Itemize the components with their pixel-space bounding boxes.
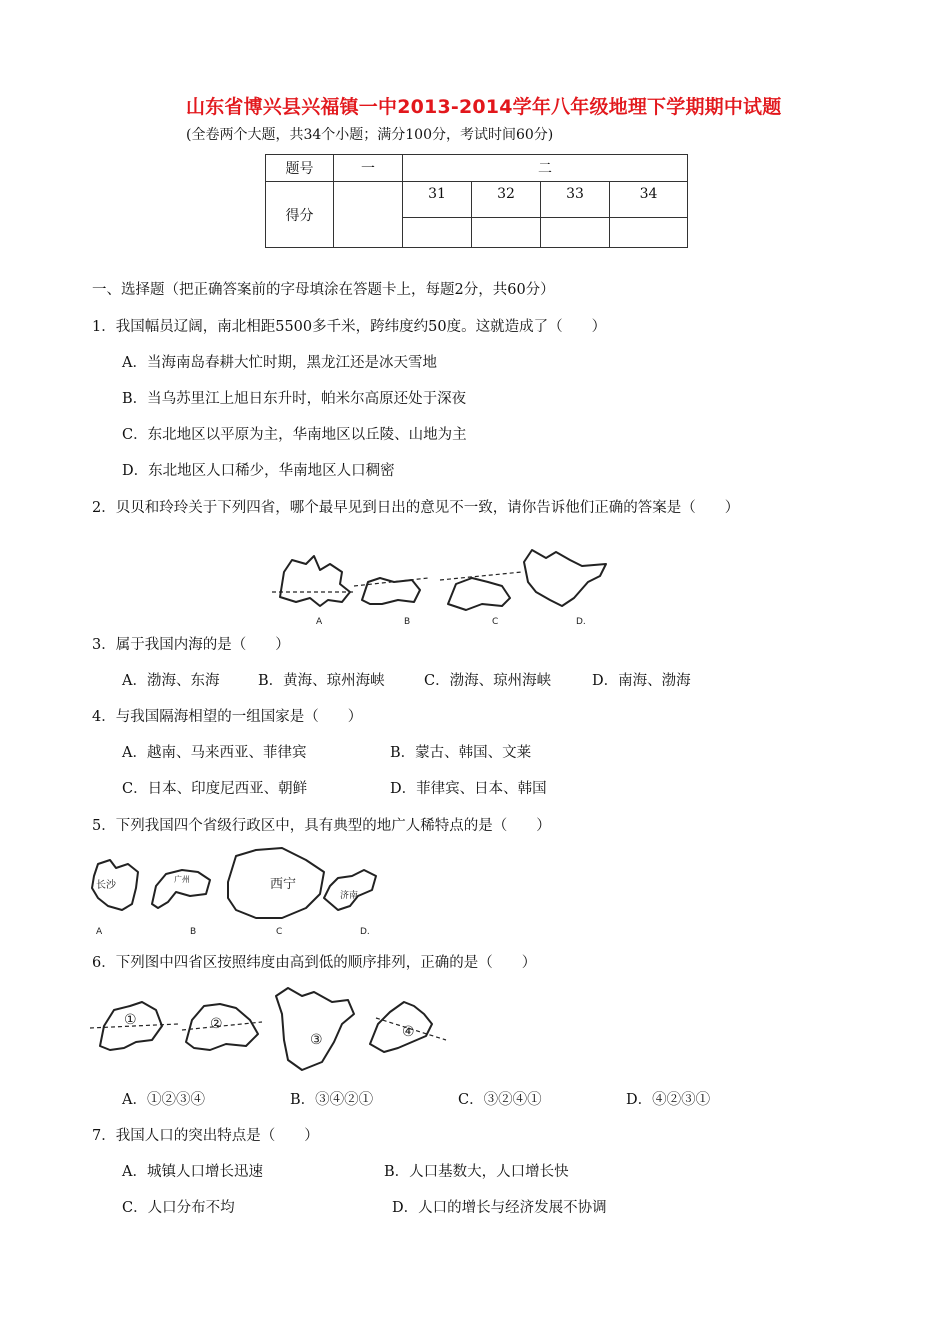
- province-map-a: [92, 860, 138, 910]
- score-cell-q31[interactable]: [403, 218, 472, 248]
- question-4-option-b[interactable]: B．蒙古、韩国、文莱: [390, 745, 532, 761]
- map-label-a: A: [96, 927, 103, 937]
- question-3-option-b[interactable]: B．黄海、琼州海峡: [258, 673, 385, 689]
- question-1-stem: 1．我国幅员辽阔，南北相距5500多千米，跨纬度约50度。这就造成了（ ）: [92, 319, 607, 335]
- question-1-option-b[interactable]: B．当乌苏里江上旭日东升时，帕米尔高原还处于深夜: [122, 391, 467, 407]
- question-4-option-a[interactable]: A．越南、马来西亚、菲律宾: [122, 745, 307, 761]
- question-3-stem: 3．属于我国内海的是（ ）: [92, 637, 290, 653]
- question-5-province-maps: [86, 846, 386, 938]
- map-mark-4: ④: [402, 1024, 415, 1040]
- question-7-stem: 7．我国人口的突出特点是（ ）: [92, 1128, 319, 1144]
- map-mark-1: ①: [124, 1012, 137, 1028]
- section-heading: 一、选择题（把正确答案前的字母填涂在答题卡上，每题2分，共60分）: [92, 282, 555, 298]
- question-1-option-c[interactable]: C．东北地区以平原为主，华南地区以丘陵、山地为主: [122, 427, 467, 443]
- province-map-c: [440, 572, 522, 610]
- province-map-4: [370, 1002, 446, 1052]
- score-table-q32: 32: [472, 182, 541, 218]
- map-label-d: D.: [576, 617, 586, 627]
- city-label-jinan: 济南: [340, 891, 359, 901]
- province-map-d: [324, 870, 376, 910]
- question-4-option-d[interactable]: D．菲律宾、日本、韩国: [390, 781, 547, 797]
- score-table-section2: 二: [403, 155, 688, 182]
- map-label-c: C: [276, 927, 283, 937]
- score-table-section1: 一: [334, 155, 403, 182]
- city-label-guangzhou: 广州: [174, 875, 190, 884]
- question-1-option-a[interactable]: A．当海南岛春耕大忙时期，黑龙江还是冰天雪地: [122, 355, 437, 371]
- province-map-b: [354, 578, 428, 604]
- exam-info: (全卷两个大题，共34个小题；满分100分，考试时间60分): [186, 127, 554, 143]
- question-6-option-a[interactable]: A．①②③④: [122, 1092, 205, 1108]
- map-mark-2: ②: [210, 1016, 223, 1032]
- question-4-stem: 4．与我国隔海相望的一组国家是（ ）: [92, 709, 363, 725]
- question-7-option-d[interactable]: D．人口的增长与经济发展不协调: [392, 1200, 607, 1216]
- province-map-1: [90, 1002, 178, 1050]
- question-3-option-a[interactable]: A．渤海、东海: [122, 673, 220, 689]
- question-7-option-c[interactable]: C．人口分布不均: [122, 1200, 235, 1216]
- score-table: [265, 154, 688, 248]
- map-label-c: C: [492, 617, 499, 627]
- question-4-option-c[interactable]: C．日本、印度尼西亚、朝鲜: [122, 781, 308, 797]
- province-map-d: [524, 550, 606, 606]
- question-1-option-d[interactable]: D．东北地区人口稀少，华南地区人口稠密: [122, 463, 395, 479]
- score-cell-section1[interactable]: [334, 182, 403, 248]
- province-map-2: [182, 1004, 262, 1050]
- map-label-b: B: [190, 927, 197, 937]
- map-label-a: A: [316, 617, 323, 627]
- question-3-option-d[interactable]: D．南海、渤海: [592, 673, 691, 689]
- province-map-c: [228, 848, 324, 918]
- question-6-stem: 6．下列图中四省区按照纬度由高到低的顺序排列，正确的是（ ）: [92, 955, 537, 971]
- question-2-province-maps: [270, 542, 620, 628]
- score-table-q33: 33: [541, 182, 610, 218]
- question-6-option-b[interactable]: B．③④②①: [290, 1092, 374, 1108]
- question-6-option-c[interactable]: C．③②④①: [458, 1092, 542, 1108]
- score-cell-q32[interactable]: [472, 218, 541, 248]
- question-7-option-b[interactable]: B．人口基数大，人口增长快: [384, 1164, 569, 1180]
- question-3-option-c[interactable]: C．渤海、琼州海峡: [424, 673, 552, 689]
- map-mark-3: ③: [310, 1032, 323, 1048]
- map-label-b: B: [404, 617, 411, 627]
- score-table-q31: 31: [403, 182, 472, 218]
- province-map-b: [152, 870, 210, 908]
- question-6-province-maps: [86, 984, 456, 1076]
- province-map-3: [276, 988, 354, 1070]
- page-title: 山东省博兴县兴福镇一中2013-2014学年八年级地理下学期期中试题: [186, 96, 782, 118]
- city-label-changsha: 长沙: [96, 880, 116, 891]
- score-table-score-label: 得分: [266, 182, 334, 248]
- score-table-header-label: 题号: [266, 155, 334, 182]
- question-6-option-d[interactable]: D．④②③①: [626, 1092, 711, 1108]
- question-7-option-a[interactable]: A．城镇人口增长迅速: [122, 1164, 263, 1180]
- score-cell-q33[interactable]: [541, 218, 610, 248]
- question-2-stem: 2．贝贝和玲玲关于下列四省，哪个最早见到日出的意见不一致，请你告诉他们正确的答案是（ ）: [92, 500, 740, 516]
- province-map-a: [272, 556, 355, 606]
- map-label-d: D.: [360, 927, 370, 937]
- question-5-stem: 5．下列我国四个省级行政区中，具有典型的地广人稀特点的是（ ）: [92, 818, 551, 834]
- city-label-xining: 西宁: [270, 877, 297, 892]
- score-table-q34: 34: [610, 182, 688, 218]
- score-cell-q34[interactable]: [610, 218, 688, 248]
